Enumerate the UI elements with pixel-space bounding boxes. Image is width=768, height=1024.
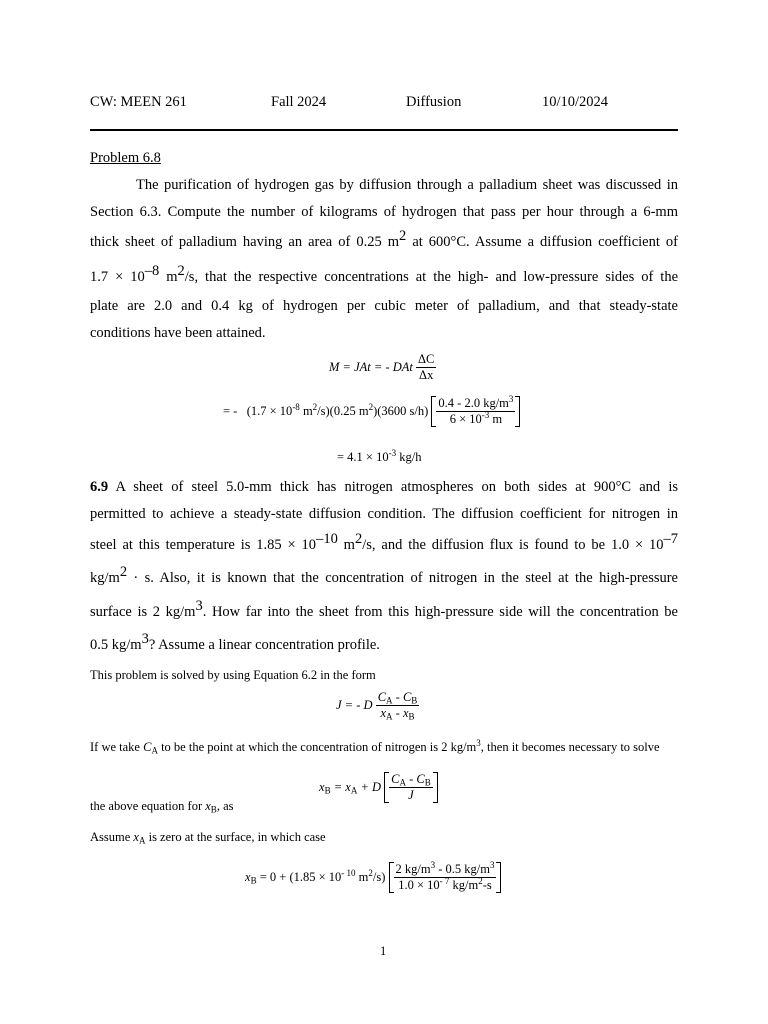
equation-result-6-8: = $4.1 \times 10^{-3}$ kg/h [337, 448, 422, 464]
solve-text: This problem is solved by using Equation 6.2 in the form [90, 668, 376, 682]
take-text: If we take $C_A$ to be the point at which the concentration of nitrogen is 2 $kg/m^3$, then it becomes necessary to solve [90, 738, 660, 756]
p68-line-2: Section 6.3. Compute the number of kilograms of hydrogen that pass per hour through a 6-mm [90, 204, 678, 220]
header-rule [90, 129, 678, 131]
equation-xb-numeric: $x_B = 0 + (1.85 \times 10^{- 10}$ $m^2/s$) $\frac{2 kg/m^3 - 0.5 kg/m^3}{1.0 \times 10^{- 7} kg/m^2-s}$ [245, 862, 501, 893]
problem-6-9-label: 6.9 [90, 479, 109, 495]
page-number: 1 [380, 944, 387, 958]
equation-flux-j: J = - D $\frac{C_A - C_B}{x_A - x_B}$ [336, 690, 418, 722]
p69-line-6: 0.5 $kg/m^3$? Assume a linear concentration profile. [90, 631, 380, 653]
p69-line-5: surface is 2 $kg/m^3$. How far into the sheet from this high-pressure side will the concentration be [90, 598, 678, 620]
p69-line-4: $kg/m^2 \cdot s$. Also, it is known that the concentration of nitrogen in the steel at the high-pressure [90, 564, 678, 586]
equation-xb: $x_B = x_A + D$ $\frac{C_A - C_B}{J}$ [319, 772, 438, 803]
p68-line-4: $1.7 \times 10^{-8}$ $m^2/s$, that the respective concentrations at the high- and low-pressure sides of the [90, 263, 679, 285]
header-term: Fall 2024 [271, 94, 327, 110]
p69-line-3: steel at this temperature is $1.85 \times 10^{-10}$ $m^2/s$, and the diffusion flux is found to be $1.0 \times 10^{-7}$ [90, 531, 678, 553]
equation-m-jat: M = JAt = - DAt $\frac{\Delta C}{\Delta x}$ [329, 352, 435, 382]
p69-line-2: permitted to achieve a steady-state diffusion condition. The diffusion coefficient for nitrogen in [90, 506, 678, 522]
header-topic: Diffusion [406, 94, 462, 110]
p68-line-3: thick sheet of palladium having an area of 0.25 $m^2$ at 600°C. Assume a diffusion coefficient of [90, 228, 678, 250]
problem-6-8-heading: Problem 6.8 [90, 150, 161, 166]
equation-substitution: = - ($1.7 \times 10^{-8}$ $m^2/s)(0.25$ $m^2)(3600$ s/h) $\frac{0.4 - 2.0 kg/m^3}{6 \times 10^{-3} m}$ [223, 396, 520, 427]
above-text: the above equation for $x_B$, as [90, 799, 234, 815]
header-course: CW: MEEN 261 [90, 94, 187, 110]
p68-line-5: plate are 2.0 and 0.4 kg of hydrogen per cubic meter of palladium, and that steady-state [90, 298, 678, 314]
p68-line-1: The purification of hydrogen gas by diffusion through a palladium sheet was discussed in [136, 177, 678, 193]
assume-text: Assume $x_A$ is zero at the surface, in which case [90, 830, 326, 846]
p69-line-1: 6.9 A sheet of steel 5.0-mm thick has nitrogen atmospheres on both sides at 900°C and is [90, 479, 678, 495]
p68-line-6: conditions have been attained. [90, 325, 266, 341]
header-date: 10/10/2024 [542, 94, 609, 110]
